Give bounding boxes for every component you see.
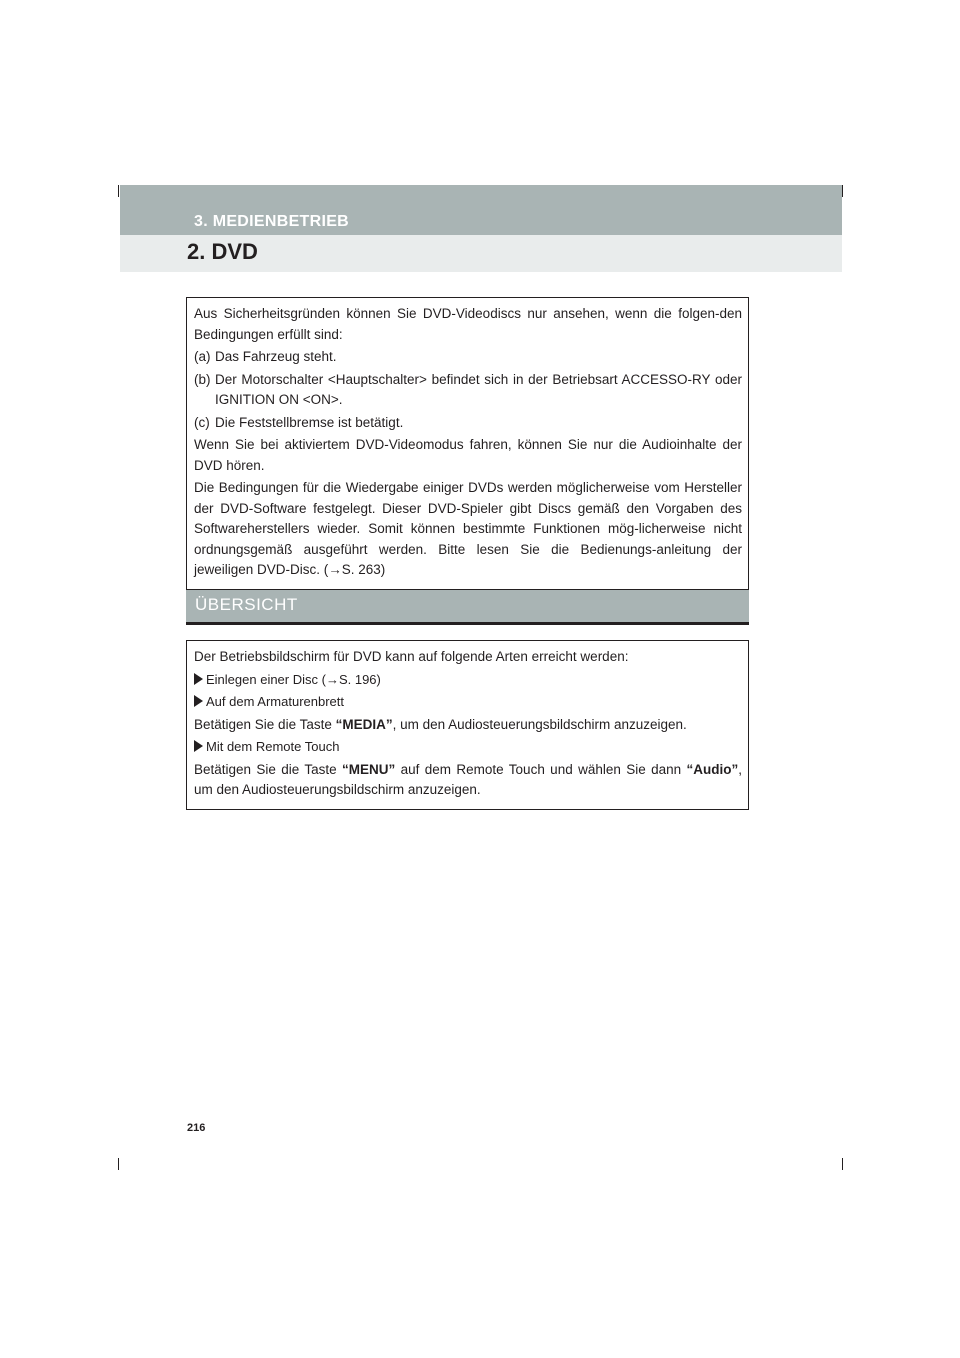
triangle-bullet-icon [194, 695, 203, 707]
section-header [120, 235, 842, 272]
notice-intro: Aus Sicherheitsgründen können Sie DVD-Videodiscs nur ansehen, wenn die folgen-den Bedingungen erfüllt sind: [194, 306, 742, 342]
overview-instruction: Betätigen Sie die Taste “MENU” auf dem Remote Touch und wählen Sie dann “Audio”, um den Audiosteuerungsbildschirm anzuzeigen. [194, 761, 742, 797]
notice-item: (c) Die Feststellbremse ist betätigt. [194, 414, 404, 430]
crop-mark [118, 1158, 119, 1170]
overview-instruction: Betätigen Sie die Taste “MEDIA”, um den Audiosteuerungsbildschirm anzuzeigen. [194, 716, 687, 732]
notice-paragraph: Wenn Sie bei aktiviertem DVD-Videomodus fahren, können Sie nur die Audioinhalte der DVD hören. [194, 437, 742, 473]
section-title: 2. DVD [187, 239, 258, 264]
overview-bullet: Einlegen einer Disc (→S. 196) [194, 670, 742, 691]
chapter-title: 3. MEDIENBETRIEB [194, 213, 350, 230]
page-number: 216 [187, 1122, 206, 1134]
overview-heading: ÜBERSICHT [195, 595, 298, 614]
audio-key-label: “Audio” [686, 761, 739, 777]
menu-key-label: “MENU” [342, 761, 396, 777]
crop-mark [118, 185, 119, 197]
chapter-header [120, 185, 842, 235]
overview-bullet: Mit dem Remote Touch [194, 737, 742, 758]
overview-bullet: Auf dem Armaturenbrett [194, 692, 742, 713]
triangle-bullet-icon [194, 740, 203, 752]
overview-box [186, 640, 749, 810]
crop-mark [842, 185, 843, 197]
triangle-bullet-icon [194, 673, 203, 685]
notice-paragraph: Die Bedingungen für die Wiedergabe einiger DVDs werden möglicherweise vom Hersteller der DVD-Software festgelegt. Dieser DVD-Spieler gibt Discs gemäß den Vorgaben des Softwareherstellers wieder. Somit können bestimmte Funktionen mög-licherweise nicht ordnungsgemäß ausgeführt werden. Bitte lesen Sie die Bedienungs-anleitung der jeweiligen DVD-Disc. (→S. 263) [194, 480, 742, 577]
safety-notice-box [186, 297, 749, 590]
notice-item: (b) Der Motorschalter <Hauptschalter> befindet sich in der Betriebsart ACCESSO-RY oder IGNITION ON <ON>. [194, 371, 742, 407]
overview-intro: Der Betriebsbildschirm für DVD kann auf folgende Arten erreicht werden: [194, 649, 629, 664]
media-key-label: “MEDIA” [335, 716, 393, 732]
crop-mark [842, 1158, 843, 1170]
overview-heading-bar [186, 590, 749, 625]
notice-item: (a) Das Fahrzeug steht. [194, 349, 337, 364]
